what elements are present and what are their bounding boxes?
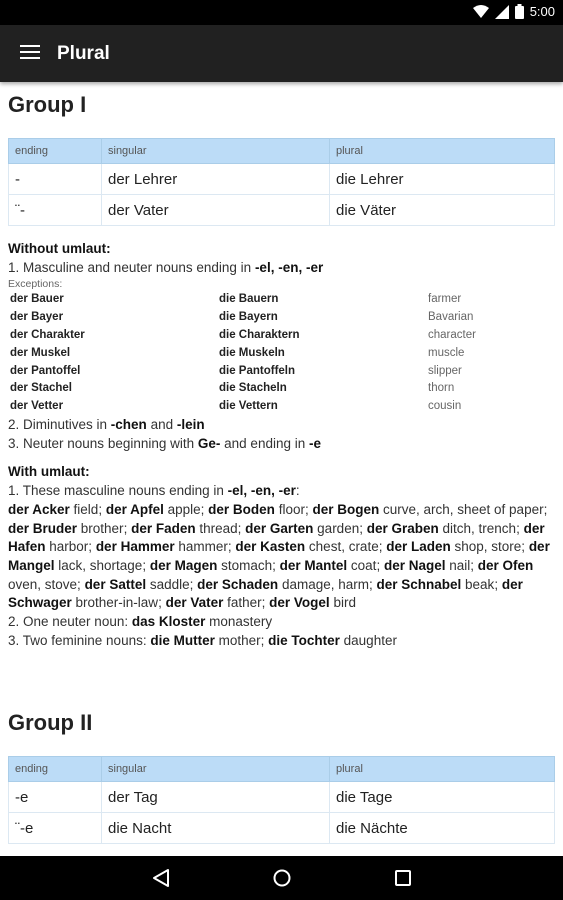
- umlaut-noun-gloss: harbor: [45, 539, 89, 555]
- cell-ending: -: [9, 164, 102, 195]
- umlaut-noun-gloss: saddle: [146, 576, 190, 592]
- umlaut-noun: der Mangel: [8, 539, 550, 573]
- exception-row: der Muskel die Muskeln muscle: [10, 346, 465, 359]
- umlaut-noun-gloss: ditch, trench: [438, 520, 517, 536]
- umlaut-noun: der Hammer: [95, 539, 175, 555]
- umlaut-noun-list: der Acker field; der Apfel apple; der Boden floor; der Bogen curve, arch, sheet of paper; der Bruder brother; der Faden thread; der Garten garden; der Graben ditch, trench; der Hafen harbor; der Hammer hammer; der Kasten chest, crate; der Laden shop, store; der Mangel lack, shortage; der Magen stomach; der Mantel coat; der Nagel nail; der Ofen oven, stove; der Sattel saddle; der Schaden damage, harm; der Schnabel beak; der Schwager brother-in-law; der Vater father; der Vogel bird: [8, 501, 550, 611]
- header-ending: ending: [9, 139, 102, 164]
- umlaut-noun-gloss: father: [223, 595, 262, 611]
- exceptions-table: [8, 291, 555, 416]
- cell-singular: die Nacht: [102, 813, 330, 844]
- app-bar: [0, 25, 563, 82]
- table-row: [9, 164, 555, 195]
- cell-ending: ¨-e: [9, 813, 102, 844]
- umlaut-noun-gloss: coat: [347, 557, 377, 573]
- umlaut-noun-gloss: shop, store: [450, 539, 522, 555]
- group1-table: [8, 138, 555, 226]
- umlaut-noun: der Bruder: [8, 520, 78, 536]
- header-ending: ending: [9, 757, 102, 782]
- umlaut-noun-gloss: brother-in-law: [71, 595, 159, 611]
- umlaut-noun-gloss: bird: [329, 595, 356, 611]
- exception-row: der Pantoffel die Pantoffeln slipper: [10, 364, 462, 377]
- umlaut-noun: der Bogen: [312, 501, 380, 517]
- umlaut-noun-gloss: floor: [274, 501, 305, 517]
- cell-plural: die Nächte: [330, 813, 555, 844]
- exception-row: der Charakter die Charaktern character: [10, 329, 476, 341]
- umlaut-noun-gloss: chest, crate: [305, 539, 379, 555]
- umlaut-noun: der Magen: [149, 557, 218, 573]
- umlaut-noun: der Schaden: [197, 576, 279, 592]
- cell-plural: die Väter: [330, 195, 555, 226]
- umlaut-noun-gloss: stomach: [217, 557, 273, 573]
- hamburger-menu-icon[interactable]: [20, 45, 40, 61]
- table-header-row: [9, 757, 555, 782]
- status-icons: [473, 4, 555, 19]
- umlaut-noun: der Sattel: [84, 576, 147, 592]
- table-row: [9, 813, 555, 844]
- cell-plural: die Tage: [330, 782, 555, 813]
- with-umlaut-section: [8, 463, 555, 650]
- home-icon[interactable]: [272, 868, 292, 888]
- umlaut-noun: der Vater: [165, 595, 224, 611]
- exception-row: der Vetter die Vettern cousin: [10, 400, 462, 413]
- umlaut-noun: der Apfel: [105, 501, 164, 517]
- without-umlaut-item-2: 2. Diminutives in -chen and -lein: [8, 416, 205, 432]
- table-header-row: [9, 139, 555, 164]
- umlaut-noun: der Graben: [366, 520, 439, 536]
- umlaut-noun-gloss: field: [69, 501, 99, 517]
- without-umlaut-item-3: 3. Neuter nouns beginning with Ge- and ending in -e: [8, 435, 321, 451]
- status-bar: [0, 0, 563, 25]
- exception-row: der Stachel die Stacheln thorn: [10, 382, 455, 395]
- umlaut-noun: der Ofen: [477, 557, 534, 573]
- without-umlaut-section: [8, 240, 555, 453]
- umlaut-noun-gloss: oven, stove: [8, 576, 78, 592]
- umlaut-noun: der Nagel: [383, 557, 446, 573]
- umlaut-noun: der Laden: [386, 539, 451, 555]
- umlaut-noun-gloss: curve, arch, sheet of paper: [379, 501, 544, 517]
- wifi-icon: [473, 5, 489, 19]
- with-umlaut-heading: With umlaut:: [8, 464, 90, 480]
- umlaut-noun: der Kasten: [235, 539, 306, 555]
- umlaut-noun-gloss: lack, shortage: [54, 557, 143, 573]
- umlaut-noun: der Mantel: [279, 557, 348, 573]
- umlaut-noun: der Acker: [8, 501, 70, 517]
- umlaut-noun-gloss: thread: [195, 520, 238, 536]
- content-area[interactable]: [0, 82, 563, 856]
- group2-title: Group II: [8, 710, 93, 736]
- umlaut-noun: der Garten: [245, 520, 314, 536]
- umlaut-noun: der Faden: [131, 520, 196, 536]
- cell-singular: der Tag: [102, 782, 330, 813]
- umlaut-noun-gloss: damage, harm: [278, 576, 369, 592]
- with-umlaut-item-2: 2. One neuter noun: das Kloster monastery: [8, 614, 273, 630]
- umlaut-noun-gloss: brother: [77, 520, 124, 536]
- umlaut-noun-gloss: hammer: [174, 539, 228, 555]
- table-row: [9, 782, 555, 813]
- umlaut-noun-gloss: nail: [445, 557, 471, 573]
- cell-ending: ¨-: [9, 195, 102, 226]
- status-time: 5:00: [529, 4, 555, 19]
- with-umlaut-item-3: 3. Two feminine nouns: die Mutter mother; die Tochter daughter: [8, 632, 397, 648]
- group1-title: Group I: [8, 92, 87, 117]
- table-row: [9, 195, 555, 226]
- header-plural: plural: [330, 757, 555, 782]
- battery-icon: [515, 4, 524, 19]
- header-singular: singular: [102, 757, 330, 782]
- signal-icon: [495, 5, 509, 19]
- umlaut-noun: der Schnabel: [376, 576, 462, 592]
- umlaut-noun-gloss: beak: [461, 576, 495, 592]
- umlaut-noun: der Hafen: [8, 520, 545, 555]
- cell-ending: -e: [9, 782, 102, 813]
- recents-icon[interactable]: [394, 868, 412, 888]
- umlaut-noun-gloss: garden: [313, 520, 360, 536]
- back-icon[interactable]: [152, 868, 170, 888]
- with-umlaut-item-1: 1. These masculine nouns ending in -el, -en, -er:: [8, 483, 300, 499]
- header-plural: plural: [330, 139, 555, 164]
- umlaut-noun: der Boden: [208, 501, 275, 517]
- header-singular: singular: [102, 139, 330, 164]
- umlaut-noun: der Schwager: [8, 576, 523, 611]
- cell-singular: der Lehrer: [102, 164, 330, 195]
- navigation-bar: [0, 856, 563, 900]
- without-umlaut-item-1: 1. Masculine and neuter nouns ending in -el, -en, -er: [8, 259, 324, 275]
- group2-table: [8, 756, 555, 844]
- app-title: Plural: [57, 43, 110, 64]
- without-umlaut-heading: Without umlaut:: [8, 241, 111, 256]
- exception-row: der Bauer die Bauern farmer: [10, 293, 462, 306]
- umlaut-noun-gloss: apple: [163, 501, 201, 517]
- exception-row: der Bayer die Bayern Bavarian: [10, 311, 474, 324]
- exceptions-label: Exceptions:: [8, 278, 63, 291]
- umlaut-noun: der Vogel: [269, 595, 330, 611]
- cell-plural: die Lehrer: [330, 164, 555, 195]
- cell-singular: der Vater: [102, 195, 330, 226]
